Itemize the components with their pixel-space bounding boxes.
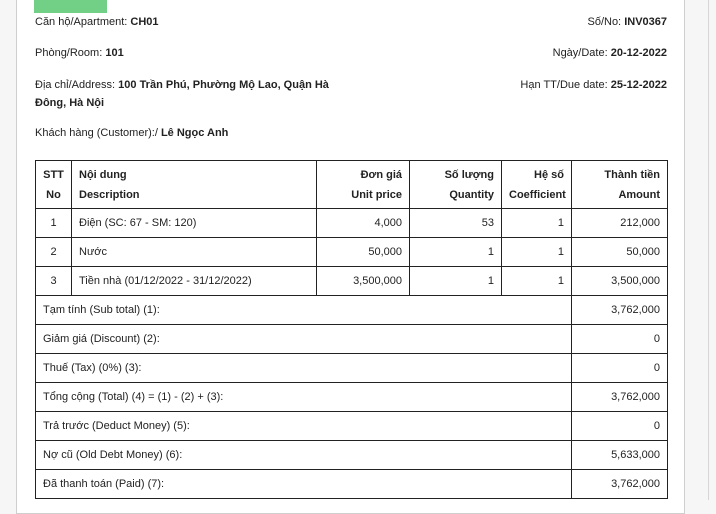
room-value: 101 (105, 47, 124, 59)
cell-amount: 212,000 (572, 209, 668, 238)
col-header-unit-price: Đơn giá Unit price (317, 161, 410, 209)
summary-value: 0 (572, 354, 668, 383)
address-label: Địa chỉ/Address: (35, 79, 116, 91)
col-header-description: Nội dung Description (72, 161, 317, 209)
cell-amount: 3,500,000 (572, 267, 668, 296)
summary-label: Thuế (Tax) (0%) (3): (36, 354, 572, 383)
summary-row (36, 325, 668, 354)
cell-unit-price: 4,000 (317, 209, 410, 238)
date-label: Ngày/Date: (552, 47, 608, 59)
summary-label: Giảm giá (Discount) (2): (36, 325, 572, 354)
cell-quantity: 53 (410, 209, 502, 238)
summary-row (36, 441, 668, 470)
apartment-label: Căn hộ/Apartment: (35, 16, 128, 28)
table-row (36, 238, 668, 267)
date-info (553, 44, 667, 62)
cell-no: 2 (36, 238, 72, 267)
cell-description: Tiền nhà (01/12/2022 - 31/12/2022) (72, 267, 317, 296)
summary-label: Tổng cộng (Total) (4) = (1) - (2) + (3): (36, 383, 572, 412)
table-row (36, 209, 668, 238)
summary-value: 3,762,000 (572, 296, 668, 325)
invoice-number-value: INV0367 (624, 16, 667, 28)
summary-value: 0 (572, 325, 668, 354)
cell-description: Điện (SC: 67 - SM: 120) (72, 209, 317, 238)
col-header-amount: Thành tiền Amount (572, 161, 668, 209)
apartment-info (35, 13, 159, 31)
customer-label: Khách hàng (Customer):/ (35, 127, 158, 139)
cell-coefficient: 1 (502, 209, 572, 238)
customer-info (35, 124, 228, 142)
summary-label: Nợ cũ (Old Debt Money) (6): (36, 441, 572, 470)
cell-quantity: 1 (410, 267, 502, 296)
window-edge-line (708, 0, 709, 500)
cell-amount: 50,000 (572, 238, 668, 267)
table-row (36, 267, 668, 296)
room-info (35, 44, 124, 62)
table-header-row (36, 161, 668, 209)
summary-row (36, 412, 668, 441)
summary-label: Đã thanh toán (Paid) (7): (36, 470, 572, 499)
summary-value: 3,762,000 (572, 383, 668, 412)
summary-label: Trả trước (Deduct Money) (5): (36, 412, 572, 441)
col-header-quantity: Số lượng Quantity (410, 161, 502, 209)
apartment-value: CH01 (130, 16, 159, 28)
cell-coefficient: 1 (502, 238, 572, 267)
col-header-no: STT No (36, 161, 72, 209)
logo-bar (34, 0, 107, 13)
due-date-info (520, 76, 667, 94)
cell-quantity: 1 (410, 238, 502, 267)
date-value: 20-12-2022 (610, 47, 667, 59)
cell-no: 3 (36, 267, 72, 296)
cell-no: 1 (36, 209, 72, 238)
address-info (35, 76, 329, 112)
address-line-1: 100 Trần Phú, Phường Mộ Lao, Quận Hà (118, 79, 329, 91)
due-date-value: 25-12-2022 (610, 79, 667, 91)
due-date-label: Hạn TT/Due date: (520, 79, 608, 91)
summary-row (36, 296, 668, 325)
summary-row (36, 354, 668, 383)
address-line-2: Đông, Hà Nội (35, 97, 105, 109)
summary-row (36, 383, 668, 412)
summary-value: 0 (572, 412, 668, 441)
invoice-number-info (587, 13, 667, 31)
customer-value: Lê Ngọc Anh (160, 127, 229, 139)
room-label: Phòng/Room: (35, 47, 103, 59)
summary-value: 5,633,000 (572, 441, 668, 470)
summary-row (36, 470, 668, 499)
cell-unit-price: 50,000 (317, 238, 410, 267)
summary-value: 3,762,000 (572, 470, 668, 499)
col-header-coefficient: Hệ số Coefficient (502, 161, 572, 209)
invoice-number-label: Số/No: (587, 16, 622, 28)
cell-unit-price: 3,500,000 (317, 267, 410, 296)
cell-coefficient: 1 (502, 267, 572, 296)
invoice-items-table (35, 160, 668, 499)
summary-label: Tạm tính (Sub total) (1): (36, 296, 572, 325)
cell-description: Nước (72, 238, 317, 267)
